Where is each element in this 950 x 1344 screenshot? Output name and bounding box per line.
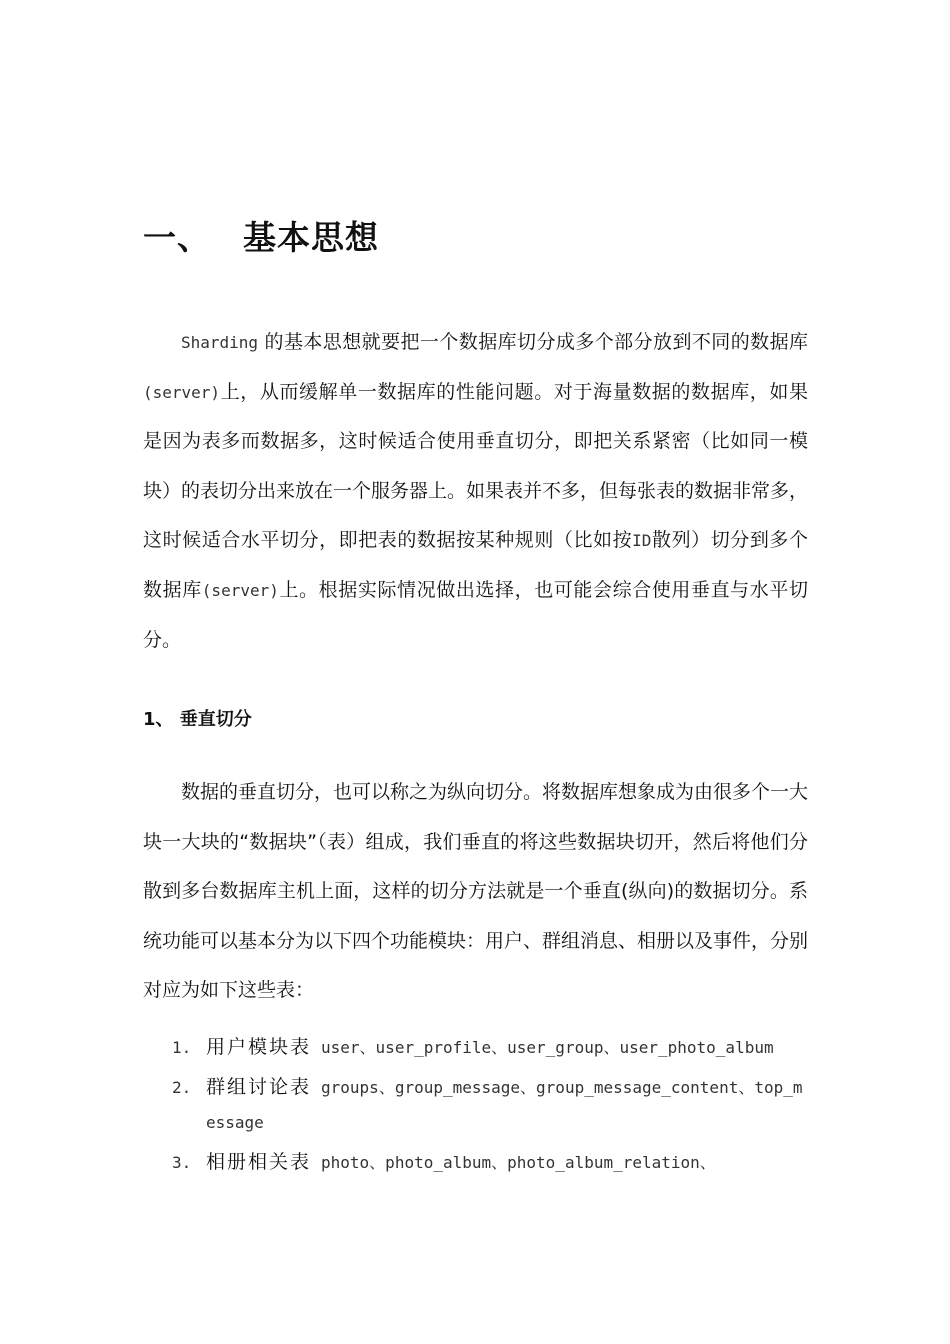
chapter-number: 一、 <box>143 218 211 257</box>
list-item <box>172 1070 808 1140</box>
list-item <box>172 1145 808 1180</box>
intro-text-3: 散列）切分到多个数据库 <box>143 529 808 601</box>
module-label: 相册相关表 <box>206 1151 312 1173</box>
vertical-text: 数据的垂直切分，也可以称之为纵向切分。将数据库想象成为由很多个一大块一大块的“数据块”（表）组成，我们垂直的将这些数据块切开，然后将他们分散到多台数据库主机上面，这样的切分方法就是一个垂直(纵向)的数据切分。系统功能可以基本分为以下四个功能模块：用户、群组消息、相册以及事件，分别对应为如下这些表： <box>143 781 809 1002</box>
term-sharding: Sharding <box>181 333 259 352</box>
list-index: 2. <box>172 1078 192 1097</box>
list-item <box>172 1030 808 1065</box>
module-list <box>172 1030 808 1185</box>
term-server: (server) <box>143 382 221 402</box>
list-index: 3. <box>172 1153 192 1172</box>
list-index: 1. <box>172 1038 192 1057</box>
chapter-title: 基本思想 <box>243 218 379 257</box>
term-server: (server) <box>201 580 279 600</box>
vertical-paragraph <box>143 768 808 1016</box>
module-tables: photo、photo_album、photo_album_relation、 <box>321 1153 716 1172</box>
module-label: 群组讨论表 <box>206 1076 312 1098</box>
module-label: 用户模块表 <box>206 1036 312 1058</box>
chapter-heading <box>143 212 379 259</box>
intro-paragraph <box>143 318 808 665</box>
module-tables: groups、group_message、group_message_content、top_message <box>206 1078 803 1132</box>
section-heading: 1、 垂直切分 <box>143 709 252 730</box>
term-id: ID <box>632 531 652 551</box>
intro-text-2: 上，从而缓解单一数据库的性能问题。对于海量数据的数据库，如果是因为表多而数据多，这时候适合使用垂直切分，即把关系紧密（比如同一模块）的表切分出来放在一个服务器上。如果表并不多，但每张表的数据非常多，这时候适合水平切分，即把表的数据按某种规则（比如按 <box>143 380 809 552</box>
module-tables: user、user_profile、user_group、user_photo_album <box>321 1038 774 1057</box>
intro-text-1: 的基本思想就要把一个数据库切分成多个部分放到不同的数据库 <box>258 331 808 353</box>
intro-text-4: 上。根据实际情况做出选择，也可能会综合使用垂直与水平切分。 <box>143 578 808 651</box>
